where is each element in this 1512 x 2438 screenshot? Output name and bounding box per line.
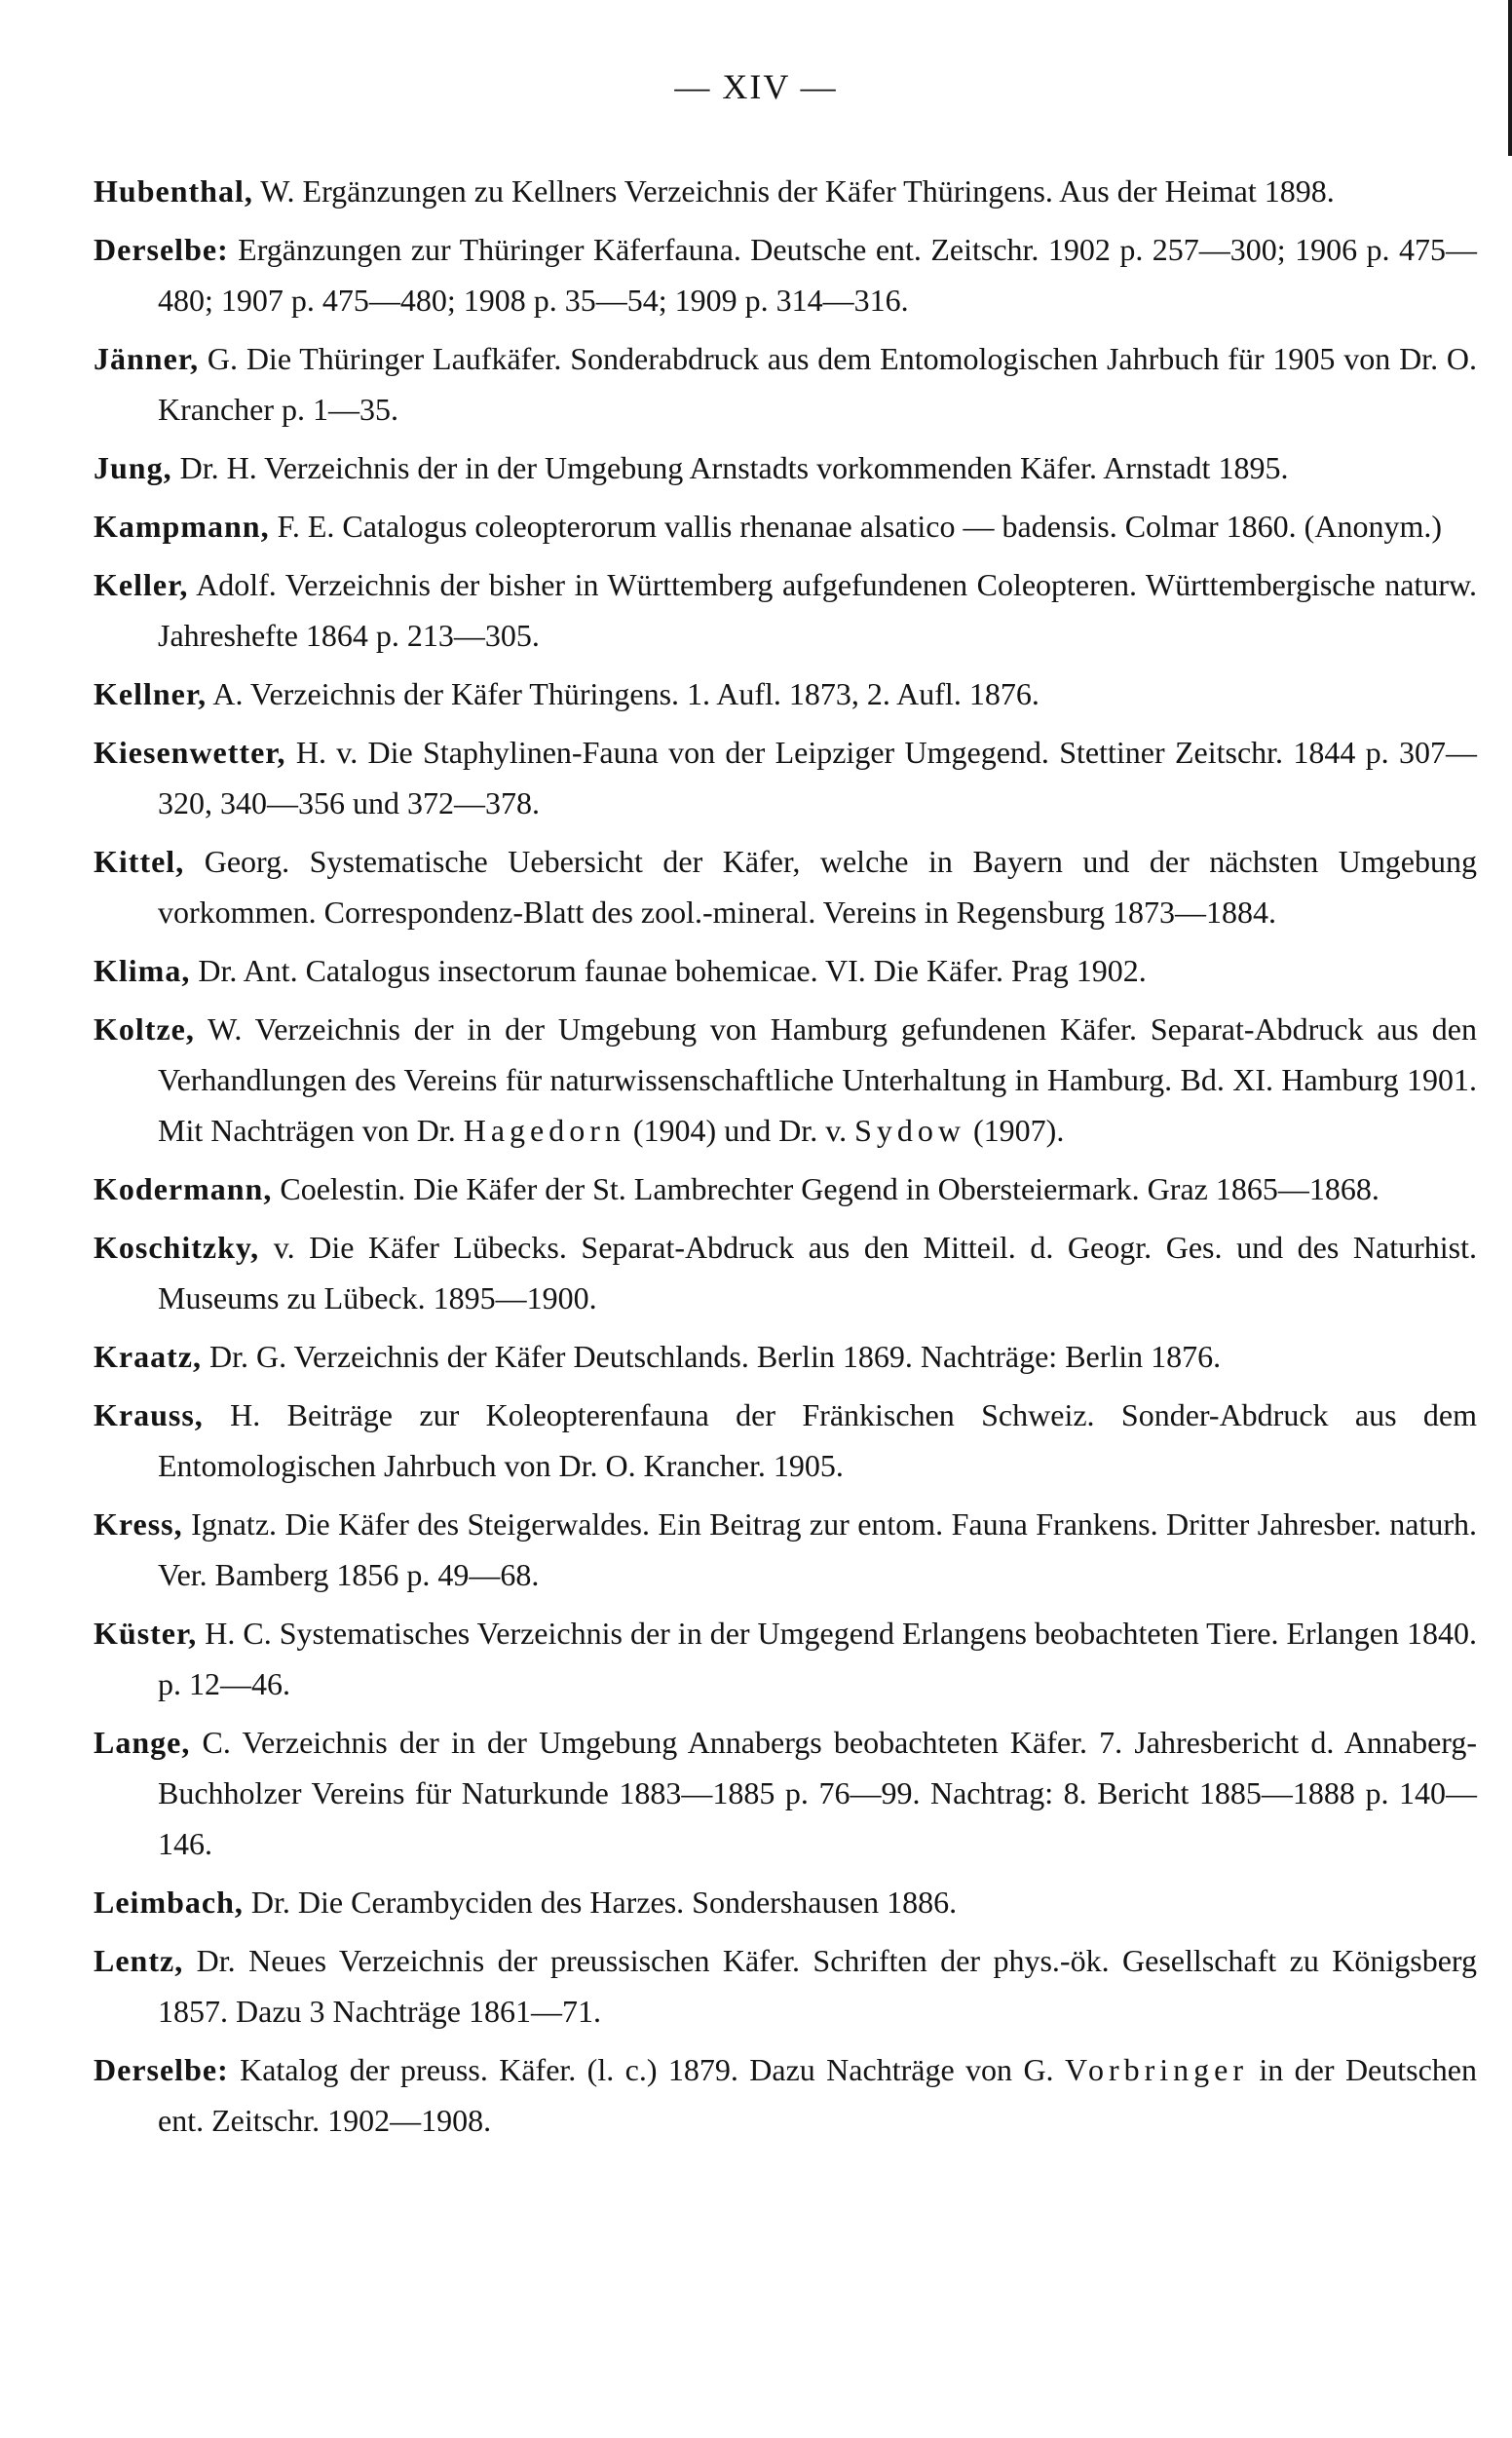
entry-text: Katalog der preuss. Käfer. (l. c.) 1879. Dazu Nachträge von G. (228, 2052, 1065, 2087)
entry-text: v. Die Käfer Lübecks. Separat-Abdruck aus den Mitteil. d. Geogr. Ges. und des Naturhist. Museums zu Lübeck. 1895—1900. (158, 1230, 1477, 1315)
bibliography-entry (94, 1331, 1477, 1382)
entry-text: F. E. Catalogus coleopterorum vallis rhenanae alsatico — badensis. Colmar 1860. (Anonym.) (269, 509, 1442, 544)
bibliography-entry (94, 1222, 1477, 1323)
entry-text: Dr. G. Verzeichnis der Käfer Deutschlands. Berlin 1869. Nachträge: Berlin 1876. (201, 1339, 1222, 1374)
bibliography-entry (94, 1004, 1477, 1156)
entry-author: Jänner, (94, 341, 200, 376)
entry-author: Koltze, (94, 1011, 195, 1047)
entry-text: W. Verzeichnis der in der Umgebung von Hamburg gefundenen Käfer. Separat-Abdruck aus den Verhandlungen des Vereins für naturwissenschaftliche Unterhaltung in Hamburg. Bd. XI. Hamburg 1901. Mit Nachträgen von Dr. (158, 1011, 1477, 1148)
bibliography-entry (94, 1935, 1477, 2037)
entry-author: Kress, (94, 1506, 183, 1542)
entry-spaced-name: Hagedorn (463, 1113, 625, 1148)
entry-text: Adolf. Verzeichnis der bisher in Württemberg aufgefundenen Coleopteren. Württembergische naturw. Jahreshefte 1864 p. 213—305. (158, 567, 1477, 653)
entry-author: Derselbe: (94, 232, 229, 267)
entry-author: Kodermann, (94, 1171, 273, 1206)
entry-text: G. Die Thüringer Laufkäfer. Sonderabdruck aus dem Entomologischen Jahrbuch für 1905 von Dr. O. Krancher p. 1—35. (158, 341, 1477, 427)
entry-author: Krauss, (94, 1397, 204, 1432)
entry-text: in der Deutschen ent. Zeitschr. 1902—1908. (158, 2052, 1478, 2138)
entry-author: Leimbach, (94, 1885, 244, 1920)
bibliography-entry (94, 1717, 1477, 1869)
entry-author: Koschitzky, (94, 1230, 260, 1265)
bibliography-entry (94, 1877, 1477, 1927)
entry-author: Derselbe: (94, 2052, 229, 2087)
bibliography-entry (94, 501, 1477, 552)
bibliography-list (94, 166, 1477, 2153)
entry-text: Ignatz. Die Käfer des Steigerwaldes. Ein Beitrag zur entom. Fauna Frankens. Dritter Jahresber. naturh. Ver. Bamberg 1856 p. 49—68. (158, 1506, 1477, 1592)
entry-text: Coelestin. Die Käfer der St. Lambrechter Gegend in Obersteiermark. Graz 1865—1868. (272, 1171, 1380, 1206)
entry-text: (1904) und Dr. v. (624, 1113, 855, 1148)
entry-author: Keller, (94, 567, 189, 602)
entry-author: Küster, (94, 1616, 198, 1651)
bibliography-entry (94, 2044, 1477, 2146)
bibliography-entry (94, 836, 1477, 937)
entry-spaced-name: Vorbringer (1064, 2052, 1248, 2087)
entry-author: Kiesenwetter, (94, 735, 286, 770)
entry-author: Lange, (94, 1725, 191, 1760)
bibliography-entry (94, 1608, 1477, 1709)
entry-text: Georg. Systematische Uebersicht der Käfer, welche in Bayern und der nächsten Umgebung vorkommen. Correspondenz-Blatt des zool.-mineral. Vereins in Regensburg 1873—1884. (158, 844, 1477, 930)
entry-author: Kellner, (94, 676, 208, 711)
entry-text: C. Verzeichnis der in der Umgebung Annabergs beobachteten Käfer. 7. Jahresbericht d. Annaberg-Buchholzer Vereins für Naturkunde 1883—1885 p. 76—99. Nachtrag: 8. Bericht 1885—1888 p. 140—146. (158, 1725, 1477, 1861)
entry-author: Hubenthal, (94, 173, 253, 209)
entry-text: Dr. H. Verzeichnis der in der Umgebung Arnstadts vorkommenden Käfer. Arnstadt 1895. (171, 450, 1289, 485)
entry-text: A. Verzeichnis der Käfer Thüringens. 1. Aufl. 1873, 2. Aufl. 1876. (207, 676, 1040, 711)
entry-text: Dr. Ant. Catalogus insectorum faunae bohemicae. VI. Die Käfer. Prag 1902. (190, 953, 1147, 988)
entry-text: Ergänzungen zur Thüringer Käferfauna. Deutsche ent. Zeitschr. 1902 p. 257—300; 1906 p. 475—480; 1907 p. 475—480; 1908 p. 35—54; 1909 p. 314—316. (158, 232, 1477, 318)
entry-spaced-name: Sydow (854, 1113, 966, 1148)
bibliography-entry (94, 166, 1477, 216)
bibliography-entry (94, 333, 1477, 435)
bibliography-entry (94, 224, 1477, 325)
entry-author: Klima, (94, 953, 191, 988)
entry-text: H. Beiträge zur Koleopterenfauna der Fränkischen Schweiz. Sonder-Abdruck aus dem Entomologischen Jahrbuch von Dr. O. Krancher. 1905. (158, 1397, 1477, 1483)
entry-text: Dr. Die Cerambyciden des Harzes. Sondershausen 1886. (243, 1885, 958, 1920)
bibliography-entry (94, 1390, 1477, 1491)
bibliography-entry (94, 727, 1477, 828)
bibliography-entry (94, 1499, 1477, 1600)
entry-author: Lentz, (94, 1943, 184, 1978)
entry-text: Dr. Neues Verzeichnis der preussischen Käfer. Schriften der phys.-ök. Gesellschaft zu Königsberg 1857. Dazu 3 Nachträge 1861—71. (158, 1943, 1477, 2029)
bibliography-entry (94, 559, 1477, 661)
page-number: — XIV — (674, 67, 838, 106)
bibliography-entry (94, 668, 1477, 719)
entry-author: Kraatz, (94, 1339, 202, 1374)
entry-author: Jung, (94, 450, 172, 485)
entry-text: (1907). (965, 1113, 1065, 1148)
bibliography-entry (94, 945, 1477, 996)
entry-text: H. C. Systematisches Verzeichnis der in der Umgegend Erlangens beobachteten Tiere. Erlangen 1840. p. 12—46. (158, 1616, 1477, 1701)
entry-author: Kampmann, (94, 509, 270, 544)
bibliography-entry (94, 1163, 1477, 1214)
entry-author: Kittel, (94, 844, 185, 879)
entry-text: W. Ergänzungen zu Kellners Verzeichnis der Käfer Thüringens. Aus der Heimat 1898. (252, 173, 1335, 209)
bibliography-entry (94, 442, 1477, 493)
entry-text: H. v. Die Staphylinen-Fauna von der Leipziger Umgegend. Stettiner Zeitschr. 1844 p. 307—320, 340—356 und 372—378. (158, 735, 1477, 820)
